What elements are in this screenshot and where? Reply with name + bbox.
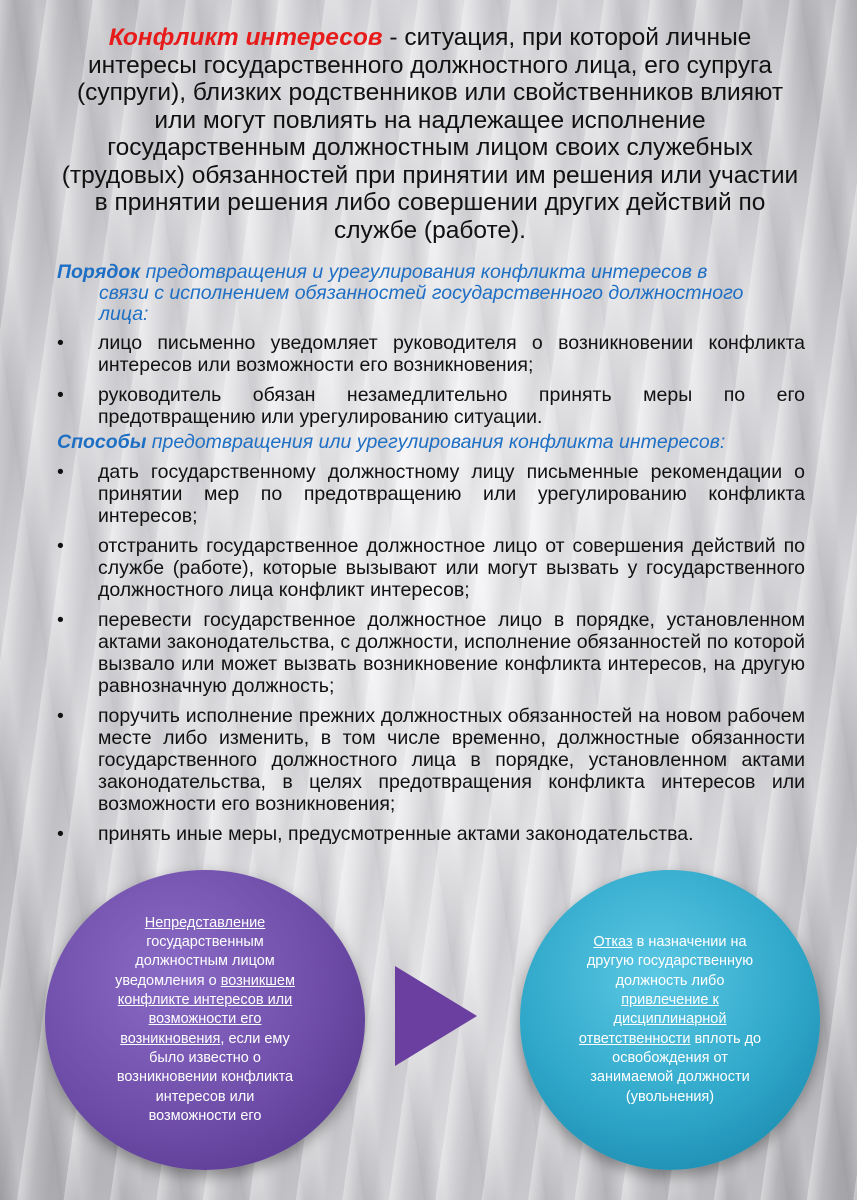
bullet-icon: • [57, 384, 64, 406]
bullet-icon: • [57, 535, 64, 557]
arrow-right-icon [395, 966, 477, 1066]
methods-heading-lead: Способы [57, 431, 147, 453]
bullet-icon: • [57, 609, 64, 631]
arrow-shape [395, 966, 477, 1066]
violation-circle [45, 870, 365, 1170]
list-item: • руководитель обязан незамедлительно принять меры по его предотвращению или урегулированию ситуации. [57, 384, 805, 428]
list-item: • поручить исполнение прежних должностных обязанностей на новом рабочем месте либо изменить, в том числе временно, должностные обязанности государственного должностного лица в порядке, установленном актами законодательства, в целях предотвращения конфликта интересов или возможности его возникновения; [57, 705, 805, 815]
methods-heading-rest: предотвращения или урегулирования конфликта интересов: [146, 431, 726, 453]
methods-heading [57, 432, 817, 453]
list-item: • дать государственному должностному лицу письменные рекомендации о принятии мер по предотвращению или урегулированию конфликта интересов; [57, 461, 805, 527]
procedure-heading-line2: связи с исполнением обязанностей государственного должностного [99, 282, 744, 304]
list-item: • перевести государственное должностное лицо в порядке, установленном актами законодательства, с должности, исполнение обязанностей по которой вызвало или может вызвать возникновение конфликта интересов, на другую равнозначную должность; [57, 609, 805, 697]
bullet-icon: • [57, 705, 64, 727]
methods-list [57, 461, 805, 853]
procedure-heading [57, 262, 817, 325]
consequence-text: Отказ в назначении на другую государственную должность либо привлечение к дисциплинарной ответственности вплоть до освобождения от занимаемой должности (увольнения) [578, 934, 762, 1105]
procedure-heading-line1: предотвращения и урегулирования конфликта интересов в [140, 261, 708, 283]
violation-text: Непредставление государственным должностным лицом уведомления о возникшем конфликте интересов или возможности его возникновения, если ему было известно о возникновении конфликта интересов или возможности его [115, 914, 295, 1124]
procedure-heading-line3: лица: [99, 303, 149, 325]
list-item: • принять иные меры, предусмотренные актами законодательства. [57, 823, 694, 845]
definition-text: - ситуация, при которой личные интересы государственного должностного лица, его супруга (супруги), близких родственников или свойственников влияют или могут повлиять на надлежащее исполнение государственным должностным лицом своих служебных (трудовых) обязанностей при принятии им решения или участии в принятии решения либо совершении других действий по службе (работе). [61, 24, 799, 244]
list-item: • лицо письменно уведомляет руководителя о возникновении конфликта интересов или возможности его возникновения; [57, 332, 805, 376]
definition-paragraph [60, 24, 800, 244]
list-item: • отстранить государственное должностное лицо от совершения действий по службе (работе), которые вызывают или могут вызвать у государственного должностного лица конфликт интересов; [57, 535, 805, 601]
procedure-heading-lead: Порядок [57, 261, 141, 283]
bullet-icon: • [57, 823, 64, 845]
consequence-circle [520, 870, 820, 1170]
procedure-list [57, 332, 805, 436]
bullet-icon: • [57, 461, 64, 483]
bullet-icon: • [57, 332, 64, 354]
definition-term: Конфликт интересов [108, 24, 383, 51]
